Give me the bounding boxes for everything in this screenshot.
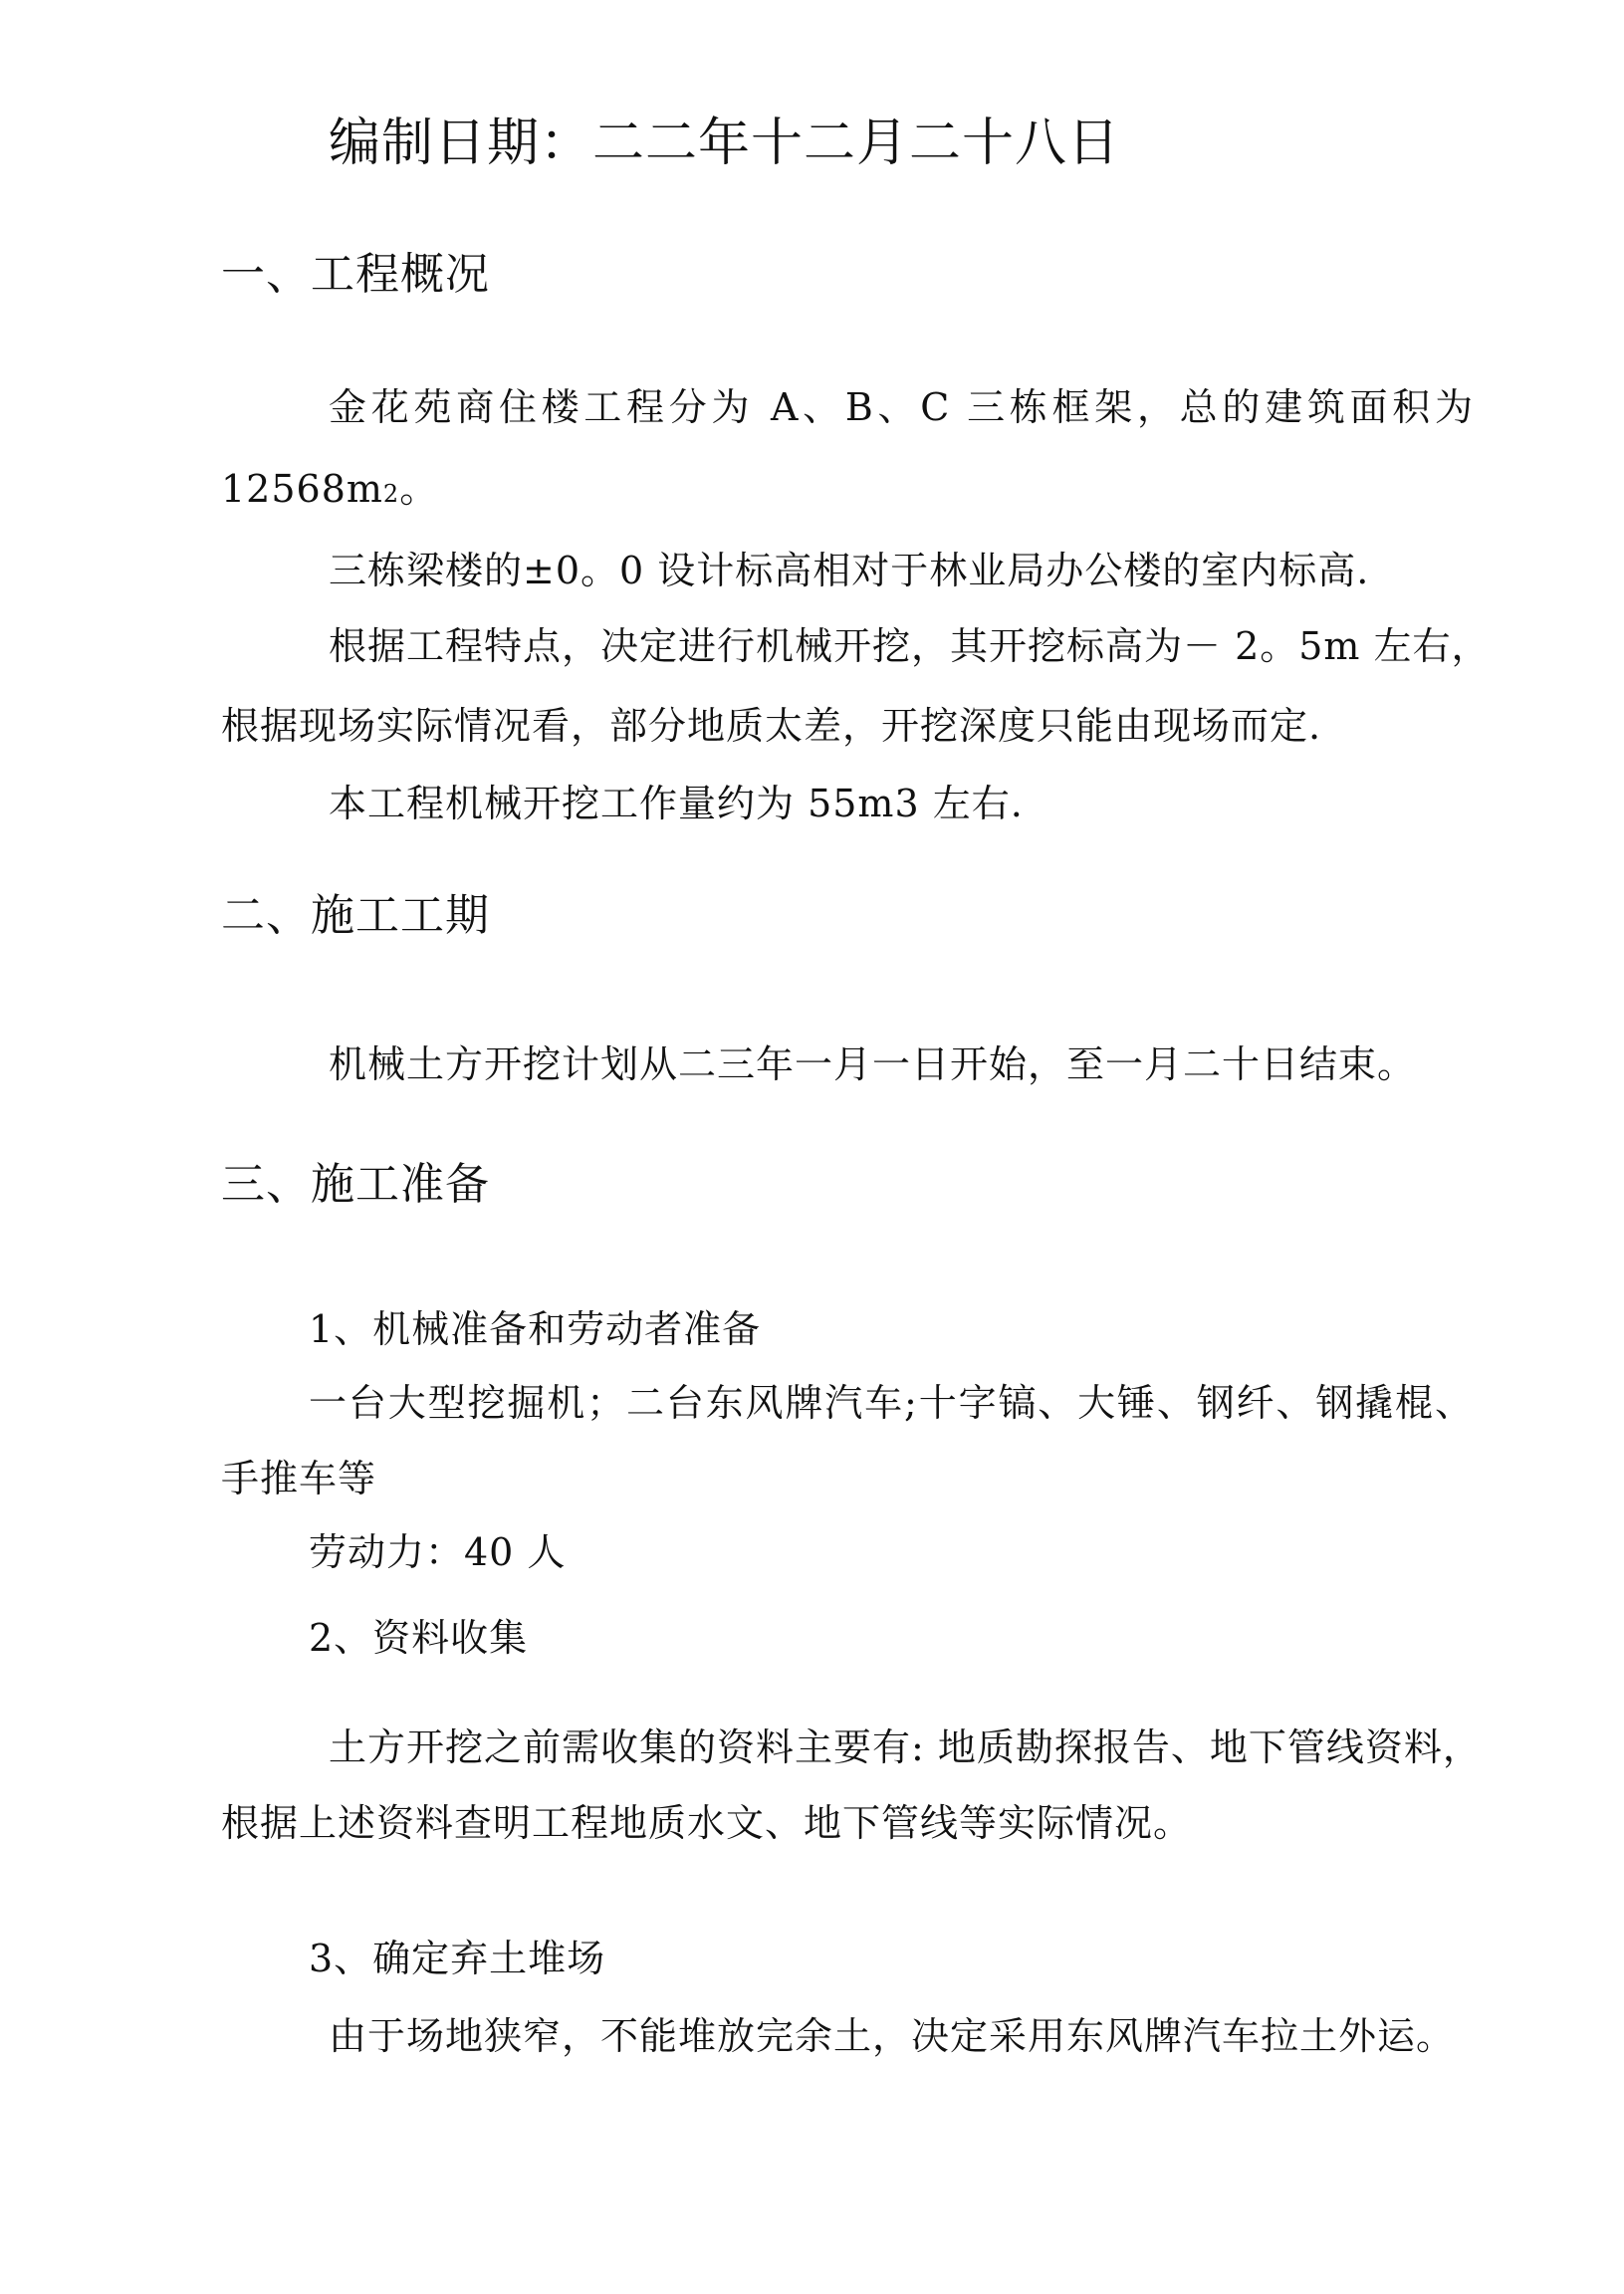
schedule-paragraph: 机械土方开挖计划从二三年一月一日开始，至一月二十日结束。 [329,1042,1417,1086]
compile-date: 编制日期：二二年十二月二十八日 [329,114,1121,173]
overview-paragraph-1-line-2 [221,467,439,511]
prep-item-1-line-2: 手推车等 [221,1457,377,1500]
overview-paragraph-4: 本工程机械开挖工作量约为 55m3 左右. [329,782,1024,825]
prep-item-2-title: 2、资料收集 [309,1616,529,1660]
overview-paragraph-3-line-2: 根据现场实际情况看，部分地质太差，开挖深度只能由现场而定. [221,704,1322,748]
prep-item-2-line-1: 土方开挖之前需收集的资料主要有: 地质勘探报告、地下管线资料， [329,1725,1482,1769]
area-unit-superscript: 2 [382,480,400,508]
overview-paragraph-2: 三栋梁楼的±0。0 设计标高相对于林业局办公楼的室内标高. [329,549,1370,592]
sentence-end: 。 [399,467,439,511]
prep-item-1-line-1: 一台大型挖掘机；二台东风牌汽车;十字镐、大锤、钢纤、钢撬棍、 [309,1381,1474,1425]
overview-paragraph-3-line-1: 根据工程特点，决定进行机械开挖，其开挖标高为－ 2。5m 左右， [329,624,1491,668]
prep-labor: 劳动力：40 人 [309,1530,567,1574]
section-title-overview: 一、工程概况 [221,249,490,300]
building-area-value: 12568m [221,467,383,511]
prep-item-1-title: 1、机械准备和劳动者准备 [309,1307,762,1351]
overview-paragraph-1-line-1: 金花苑商住楼工程分为 A、B、C 三栋框架，总的建筑面积为 [329,385,1474,429]
prep-item-2-line-2: 根据上述资料查明工程地质水文、地下管线等实际情况。 [221,1801,1193,1845]
section-title-schedule: 二、施工工期 [221,890,490,941]
section-title-preparation: 三、施工准备 [221,1159,490,1210]
prep-item-3-title: 3、确定弃土堆场 [309,1937,606,1980]
prep-item-3-line-1: 由于场地狭窄，不能堆放完余土，决定采用东风牌汽车拉土外运。 [329,2014,1456,2058]
